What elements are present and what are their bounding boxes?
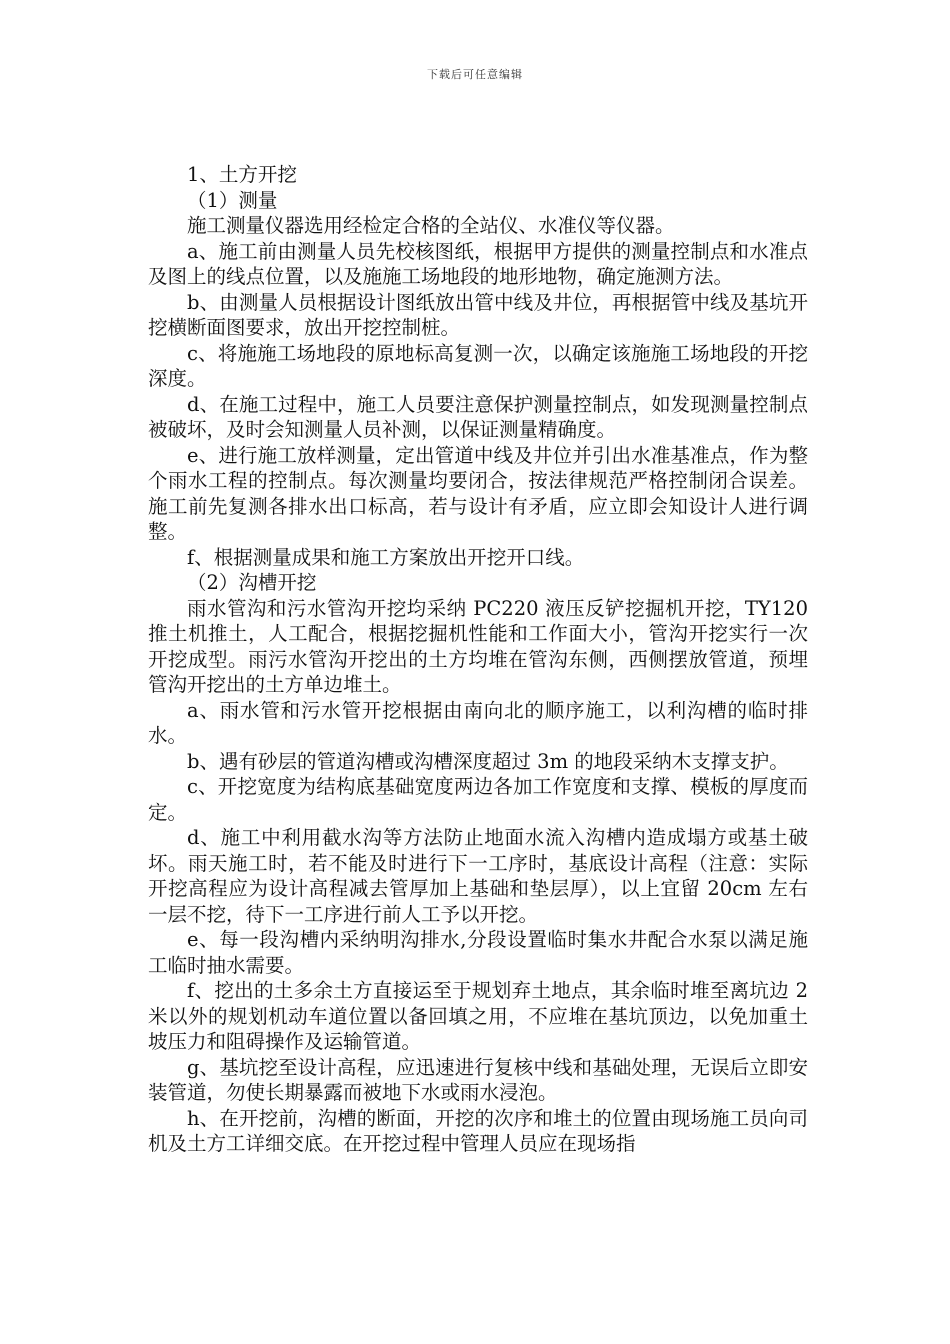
survey-item-c: c、将施施工场地段的原地标高复测一次，以确定该施施工场地段的开挖深度。 — [148, 341, 808, 390]
page-header-note: 下载后可任意编辑 — [427, 68, 523, 81]
trench-item-d: d、施工中利用截水沟等方法防止地面水流入沟槽内造成塌方或基土破坏。雨天施工时，若不能及时进行下一工序时，基底设计高程（注意：实际开挖高程应为设计高程减去管厚加上基础和垫层厚），以上宜留 20cm 左右一层不挖，待下一工序进行前人工予以开挖。 — [148, 826, 808, 926]
survey-item-f: f、根据测量成果和施工方案放出开挖开口线。 — [187, 545, 585, 569]
survey-heading: （1）测量 — [187, 188, 278, 212]
trench-item-h: h、在开挖前，沟槽的断面，开挖的次序和堆土的位置由现场施工员向司机及土方工详细交底。在开挖过程中管理人员应在现场指 — [148, 1106, 808, 1155]
trench-item-b: b、遇有砂层的管道沟槽或沟槽深度超过 3m 的地段采纳木支撑支护。 — [187, 749, 789, 773]
trench-item-e: e、每一段沟槽内采纳明沟排水,分段设置临时集水井配合水泵以满足施工临时抽水需要。 — [148, 928, 808, 977]
survey-intro: 施工测量仪器选用经检定合格的全站仪、水准仪等仪器。 — [187, 214, 675, 237]
survey-item-d: d、在施工过程中，施工人员要注意保护测量控制点，如发现测量控制点被破坏，及时会知测量人员补测，以保证测量精确度。 — [148, 392, 808, 441]
trench-item-g: g、基坑挖至设计高程，应迅速进行复核中线和基础处理，无误后立即安装管道，勿使长期暴露而被地下水或雨水浸泡。 — [148, 1055, 808, 1104]
trench-item-c: c、开挖宽度为结构底基础宽度两边各加工作宽度和支撑、模板的厚度而定。 — [148, 775, 808, 824]
trench-heading: （2）沟槽开挖 — [187, 571, 317, 594]
section-title: 1、土方开挖 — [187, 163, 297, 186]
survey-item-e: e、进行施工放样测量，定出管道中线及井位并引出水准基准点，作为整个雨水工程的控制点。每次测量均要闭合，按法律规范严格控制闭合误差。施工前先复测各排水出口标高，若与设计有矛盾，应立即会知设计人进行调整。 — [148, 443, 808, 543]
trench-intro: 雨水管沟和污水管沟开挖均采纳 PC220 液压反铲挖掘机开挖，TY120 推土机推土，人工配合，根据挖掘机性能和工作面大小，管沟开挖实行一次开挖成型。雨污水管沟开挖出的土方均堆在管沟东侧，西侧摆放管道，预埋管沟开挖出的土方单边堆土。 — [148, 596, 808, 696]
trench-item-f: f、挖出的土多余土方直接运至于规划弃土地点，其余临时堆至离坑边 2 米以外的规划机动车道位置以备回填之用，不应堆在基坑顶边，以免加重土坡压力和阻碍操作及运输管道。 — [148, 979, 808, 1053]
survey-item-b: b、由测量人员根据设计图纸放出管中线及井位，再根据管中线及基坑开挖横断面图要求，放出开挖控制桩。 — [148, 290, 808, 339]
survey-item-a: a、施工前由测量人员先校核图纸，根据甲方提供的测量控制点和水准点及图上的线点位置，以及施施工场地段的地形地物，确定施测方法。 — [148, 239, 808, 288]
trench-item-a: a、雨水管和污水管开挖根据由南向北的顺序施工，以利沟槽的临时排水。 — [148, 698, 808, 747]
document-body — [148, 162, 808, 1157]
